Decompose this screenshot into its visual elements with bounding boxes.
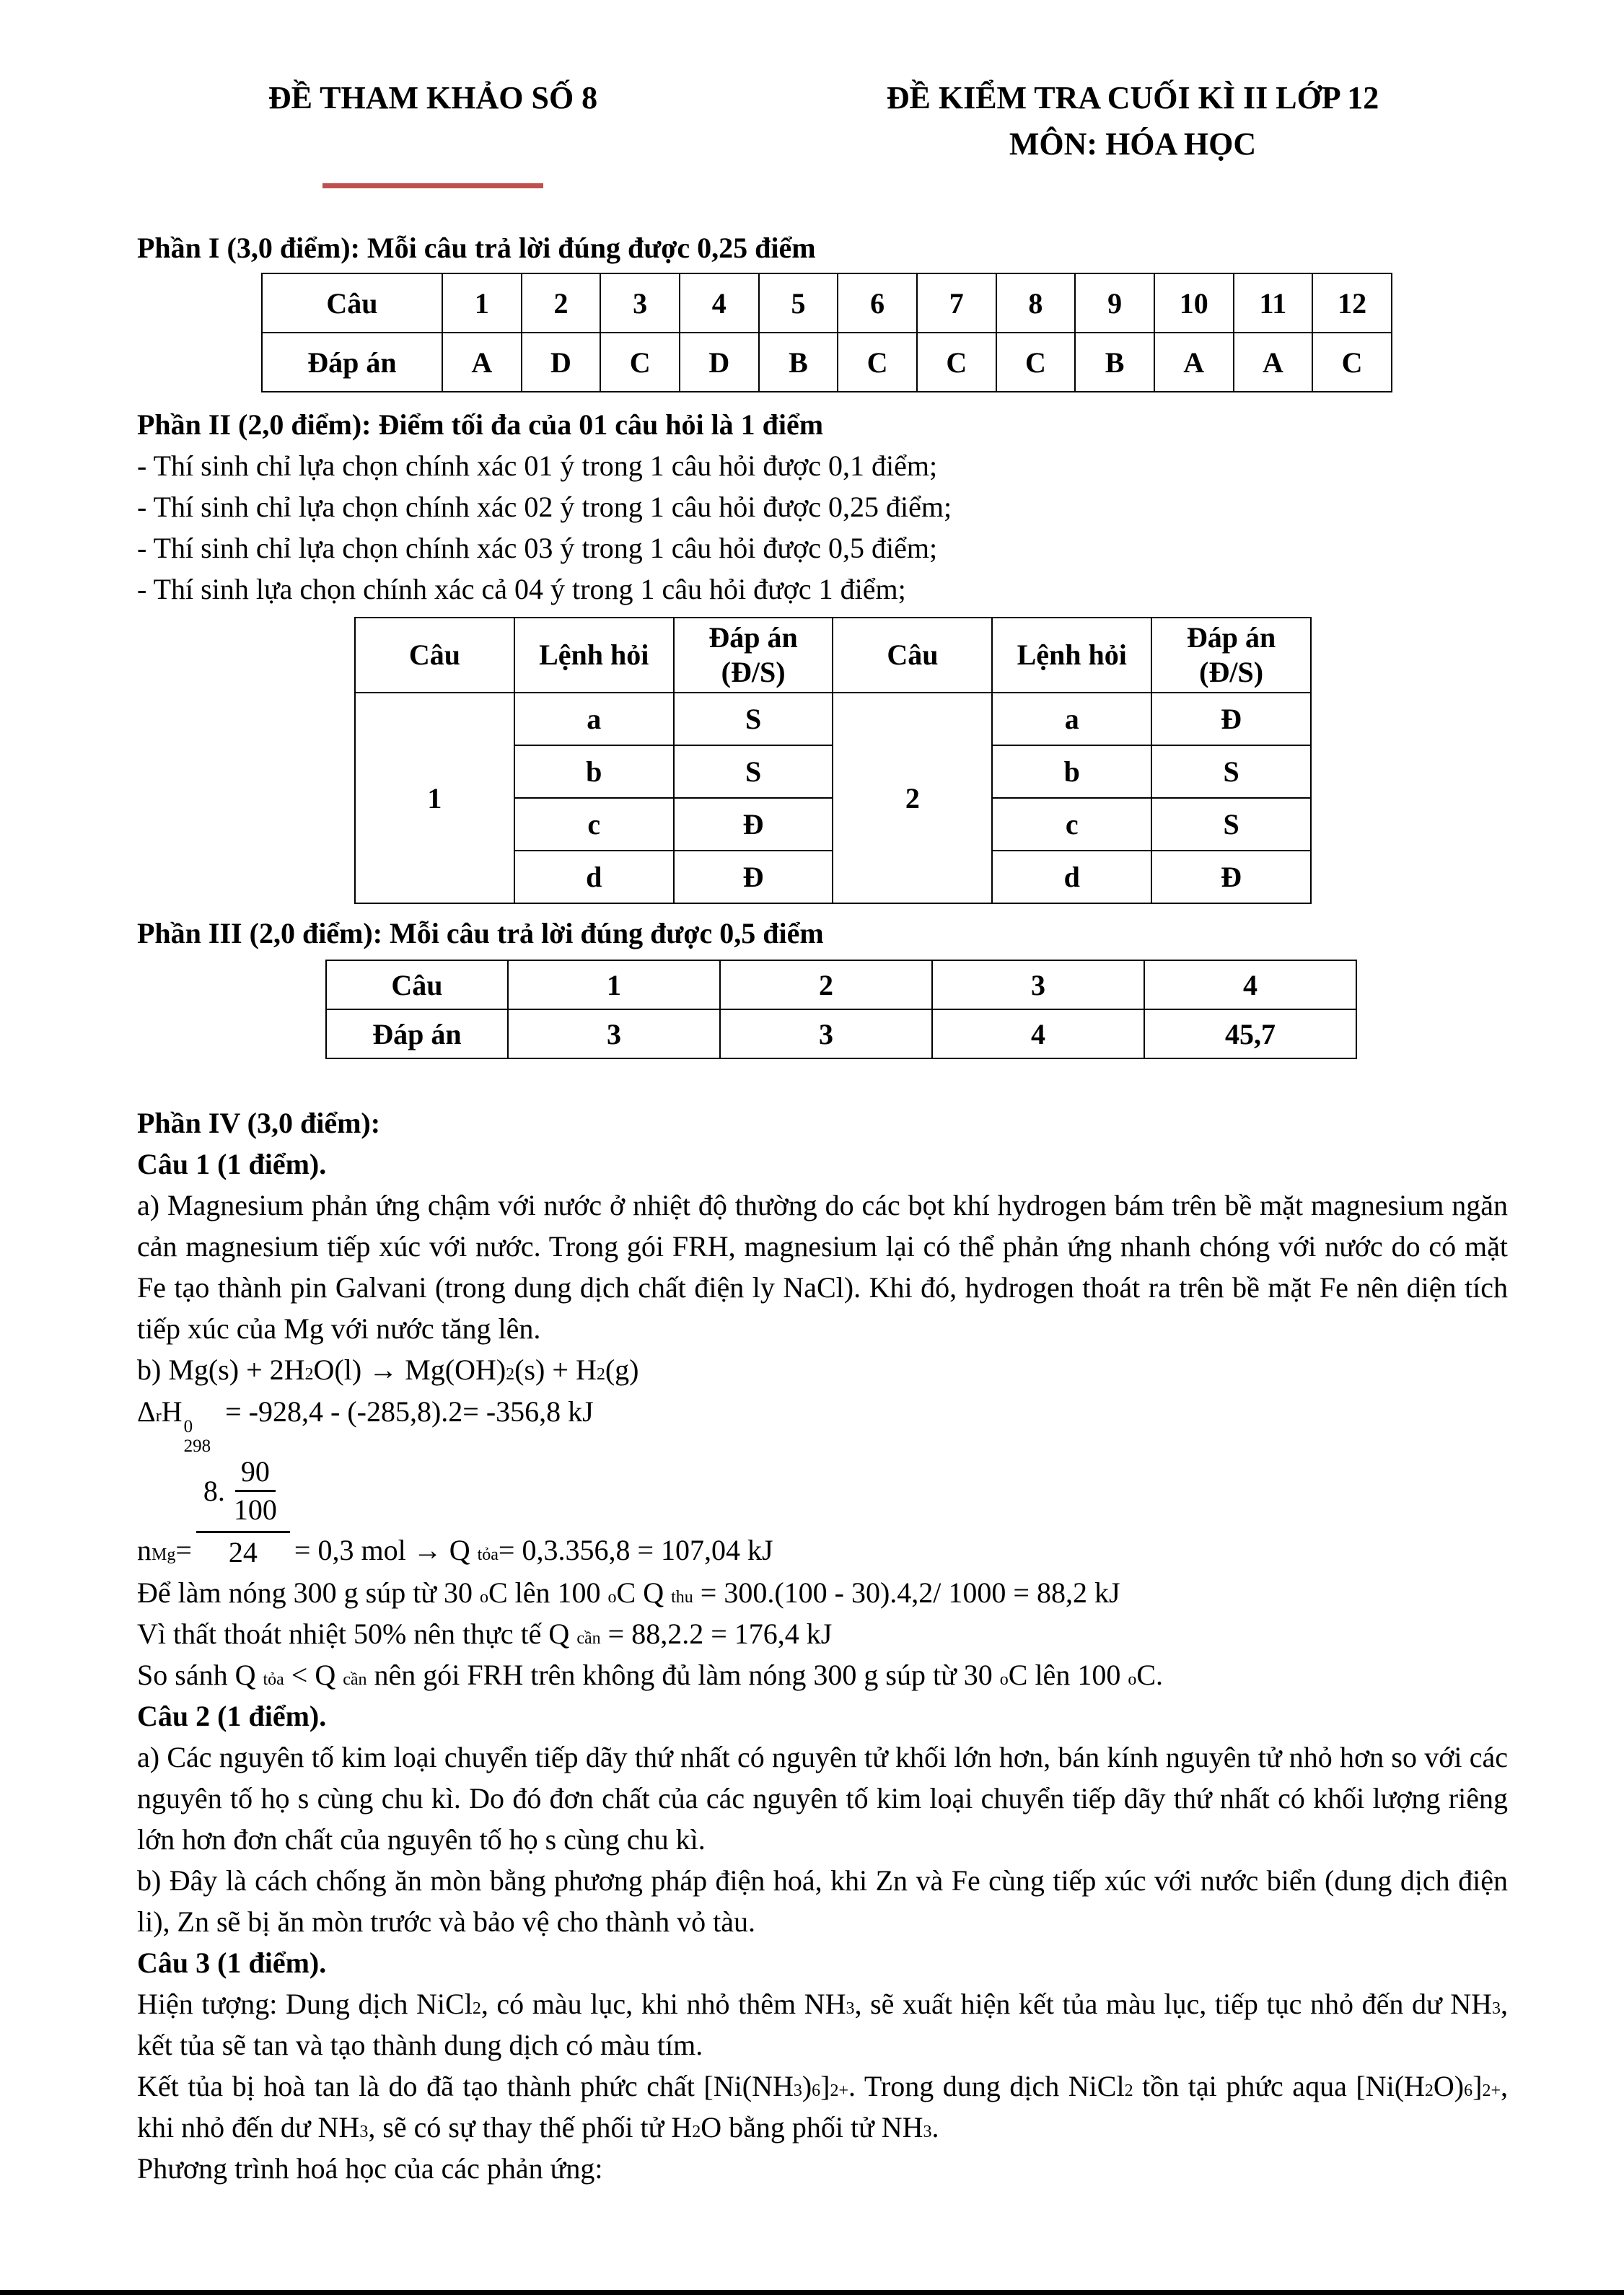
question-number-cell: 3 — [600, 273, 680, 333]
table-row — [262, 273, 1392, 333]
part4-heading: Phần IV (3,0 điểm): — [137, 1107, 381, 1139]
table-header-row — [355, 618, 1311, 693]
subject-title: MÔN: HÓA HỌC — [1009, 126, 1257, 162]
question-number-cell: 9 — [1075, 273, 1154, 333]
inner-fraction — [228, 1455, 283, 1527]
part2-rule-item: - Thí sinh chỉ lựa chọn chính xác 01 ý trong 1 câu hỏi được 0,1 điểm; — [137, 449, 938, 482]
part2-heading: Phần II (2,0 điểm): Điểm tối đa của 01 câu hỏi là 1 điểm — [137, 408, 824, 441]
table-row — [326, 1009, 1356, 1058]
answer-cell: B — [1075, 333, 1154, 392]
mol-calculation-equation — [137, 1455, 1508, 1569]
answer-cell: C — [600, 333, 680, 392]
enthalpy-expression: $\Delta_rH$ 0 298 = -928,4 - (-285,8).2= -356,8 kJ — [137, 1395, 594, 1456]
answer-cell: C — [917, 333, 996, 392]
cau2-paragraph-a: a) Các nguyên tố kim loại chuyển tiếp dãy thứ nhất có nguyên tử khối lớn hơn, bán kính nguyên tử nhỏ hơn so với các nguyên tố họ s cùng chu kì. Do đó đơn chất của các nguyên tố kim loại chuyển tiếp dãy thứ nhất có khối lượng riêng lớn hơn đơn chất của nguyên tố họ s cùng chu kì. — [137, 1741, 1508, 1856]
part1-heading: Phần I (3,0 điểm): Mỗi câu trả lời đúng được 0,25 điểm — [137, 232, 816, 264]
header-cell-dap-an — [1151, 618, 1311, 693]
answer-cell: A — [1234, 333, 1313, 392]
question-number-cell: 7 — [917, 273, 996, 333]
fraction-denominator: 24 — [228, 1536, 258, 1568]
answer-row-label: Đáp án — [326, 1009, 508, 1058]
table-corner-cell: Câu — [262, 273, 442, 333]
answer-cell: 4 — [932, 1009, 1144, 1058]
table-row — [355, 693, 1311, 745]
comparison-line: So sánh Q $_{tỏa}$ < Q $_{cần}$ nên gói FRH trên không đủ làm nóng 300 g súp từ 30 $^o$C lên 100 $^o$C. — [137, 1659, 1163, 1691]
answer-cell: A — [1154, 333, 1234, 392]
answer-cell: S — [1151, 745, 1311, 798]
heat-absorbed-line: Để làm nóng 300 g súp từ 30 $^o$C lên 100 $^o$C Q $_{thu}$ = 300.(100 - 30).4,2/ 1000 = 88,2 kJ — [137, 1576, 1120, 1609]
question-number-cell: 12 — [1312, 273, 1392, 333]
part3-heading: Phần III (2,0 điểm): Mỗi câu trả lời đúng được 0,5 điểm — [137, 917, 824, 949]
header-cell-dap-an-line1: Đáp án — [708, 621, 798, 654]
question-number-cell: 11 — [1234, 273, 1313, 333]
doc-header — [137, 0, 1508, 188]
answer-cell: 3 — [508, 1009, 720, 1058]
question-number-cell: 8 — [996, 273, 1076, 333]
sub-question-cell: a — [514, 693, 674, 745]
answer-cell: 3 — [720, 1009, 932, 1058]
question-number-cell: 10 — [1154, 273, 1234, 333]
answer-cell: 45,7 — [1144, 1009, 1356, 1058]
nmg-prefix: $n_{Mg}=$ — [137, 1534, 192, 1566]
answer-cell: D — [680, 333, 759, 392]
answer-row-label: Đáp án — [262, 333, 442, 392]
question-number-cell: 1 — [508, 960, 720, 1009]
part3-answers-table — [325, 960, 1357, 1059]
cau3-paragraph-1: Hiện tượng: Dung dịch NiCl$_2$, có màu lục, khi nhỏ thêm $NH_3$, sẽ xuất hiện kết tủa màu lục, tiếp tục nhỏ đến dư $NH_3$, kết tủa sẽ tan và tạo thành dung dịch có màu tím. — [137, 1988, 1509, 2061]
sub-question-cell: c — [992, 798, 1151, 851]
inner-fraction-numerator: 90 — [235, 1455, 276, 1492]
answer-cell: S — [1151, 798, 1311, 851]
answer-cell: Đ — [674, 798, 833, 851]
table-row — [262, 333, 1392, 392]
fraction-coefficient: 8. — [203, 1474, 225, 1507]
part2-rule-item: - Thí sinh chỉ lựa chọn chính xác 03 ý trong 1 câu hỏi được 0,5 điểm; — [137, 532, 938, 564]
part2-rule-item: - Thí sinh chỉ lựa chọn chính xác 02 ý trong 1 câu hỏi được 0,25 điểm; — [137, 491, 952, 523]
answer-cell: C — [996, 333, 1076, 392]
header-cell-dap-an-line2: (Đ/S) — [1199, 656, 1264, 688]
answer-cell: B — [759, 333, 838, 392]
sub-question-cell: a — [992, 693, 1151, 745]
answer-cell: D — [522, 333, 601, 392]
header-cell-cau: Câu — [355, 618, 514, 693]
cau3-heading: Câu 3 (1 điểm). — [137, 1947, 327, 1979]
cau1-paragraph-a: a) Magnesium phản ứng chậm với nước ở nhiệt độ thường do các bọt khí hydrogen bám trên bề mặt magnesium ngăn cản magnesium tiếp xúc với nước. Trong gói FRH, magnesium lại có thể phản ứng nhanh chóng với nước do có mặt Fe tạo thành pin Galvani (trong dung dịch chất điện ly NaCl). Khi đó, hydrogen thoát ra trên bề mặt Fe nên diện tích tiếp xúc của Mg với nước tăng lên. — [137, 1189, 1508, 1345]
header-cell-lenh-hoi: Lệnh hỏi — [992, 618, 1151, 693]
header-cell-lenh-hoi: Lệnh hỏi — [514, 618, 674, 693]
question-number-cell: 1 — [442, 273, 522, 333]
cau3-closing-line: Phương trình hoá học của các phản ứng: — [137, 2152, 603, 2185]
question-number-cell: 1 — [355, 693, 514, 903]
cau1-heading: Câu 1 (1 điểm). — [137, 1148, 327, 1180]
inner-fraction-denominator: 100 — [233, 1493, 277, 1526]
part2-rule-item: - Thí sinh lựa chọn chính xác cả 04 ý trong 1 câu hỏi được 1 điểm; — [137, 573, 906, 605]
question-number-cell: 2 — [522, 273, 601, 333]
scan-bottom-edge — [0, 2290, 1624, 2295]
reference-exam-title: ĐỀ THAM KHẢO SỐ 8 — [268, 80, 598, 115]
question-number-cell: 4 — [680, 273, 759, 333]
part2-answers-table — [354, 617, 1312, 904]
header-cell-dap-an-line1: Đáp án — [1186, 621, 1276, 654]
cau2-paragraph-b: b) Đây là cách chống ăn mòn bằng phương pháp điện hoá, khi Zn và Fe cùng tiếp xúc với nước biển (dung dịch điện li), Zn sẽ bị ăn mòn trước và bảo vệ cho thành vỏ tàu. — [137, 1864, 1508, 1938]
answer-cell: C — [838, 333, 917, 392]
red-divider-line — [322, 183, 543, 188]
answer-cell: Đ — [1151, 851, 1311, 903]
cau2-heading: Câu 2 (1 điểm). — [137, 1700, 327, 1732]
heat-required-line: Vì thất thoát nhiệt 50% nên thực tế Q $_{cần}$ = 88,2.2 = 176,4 kJ — [137, 1618, 833, 1650]
sub-question-cell: b — [514, 745, 674, 798]
question-number-cell: 5 — [759, 273, 838, 333]
cau1-equation-b: b) $Mg(s) + 2H_2O(l) \to Mg(OH)_2(s) + H_2(g)$ — [137, 1353, 639, 1386]
header-right — [729, 75, 1508, 188]
sub-question-cell: d — [992, 851, 1151, 903]
fraction-numerator — [196, 1455, 290, 1533]
answer-cell: S — [674, 693, 833, 745]
cau3-paragraph-2: Kết tủa bị hoà tan là do đã tạo thành phức chất $[Ni(NH_3)_6]^{2+}$. Trong dung dịch NiCl$_2$ tồn tại phức aqua $[Ni(H_2O)_6]^{2+}$, khi nhỏ đến dư $NH_3$, sẽ có sự thay thế phối tử $H_2O$ bằng phối tử $NH_3$. — [137, 2070, 1508, 2143]
question-number-cell: 4 — [1144, 960, 1356, 1009]
sub-question-cell: c — [514, 798, 674, 851]
question-number-cell: 3 — [932, 960, 1144, 1009]
answer-cell: S — [674, 745, 833, 798]
header-cell-dap-an-line2: (Đ/S) — [721, 656, 786, 688]
answer-cell: Đ — [1151, 693, 1311, 745]
table-row — [326, 960, 1356, 1009]
sub-question-cell: b — [992, 745, 1151, 798]
enthalpy-equation — [137, 1395, 1508, 1456]
table-corner-cell: Câu — [326, 960, 508, 1009]
header-cell-dap-an — [674, 618, 833, 693]
part1-answers-table — [261, 273, 1392, 392]
answer-cell: A — [442, 333, 522, 392]
nmg-suffix: = 0,3 mol → Q $_{tỏa}$= 0,3.356,8 = 107,04 kJ — [294, 1534, 773, 1566]
answer-cell: C — [1312, 333, 1392, 392]
header-cell-cau: Câu — [833, 618, 992, 693]
question-number-cell: 2 — [833, 693, 992, 903]
answer-cell: Đ — [674, 851, 833, 903]
exam-title: ĐỀ KIỂM TRA CUỐI KÌ II LỚP 12 — [886, 80, 1379, 115]
header-left — [137, 75, 729, 188]
question-number-cell: 6 — [838, 273, 917, 333]
fraction — [196, 1455, 290, 1569]
question-number-cell: 2 — [720, 960, 932, 1009]
sub-question-cell: d — [514, 851, 674, 903]
